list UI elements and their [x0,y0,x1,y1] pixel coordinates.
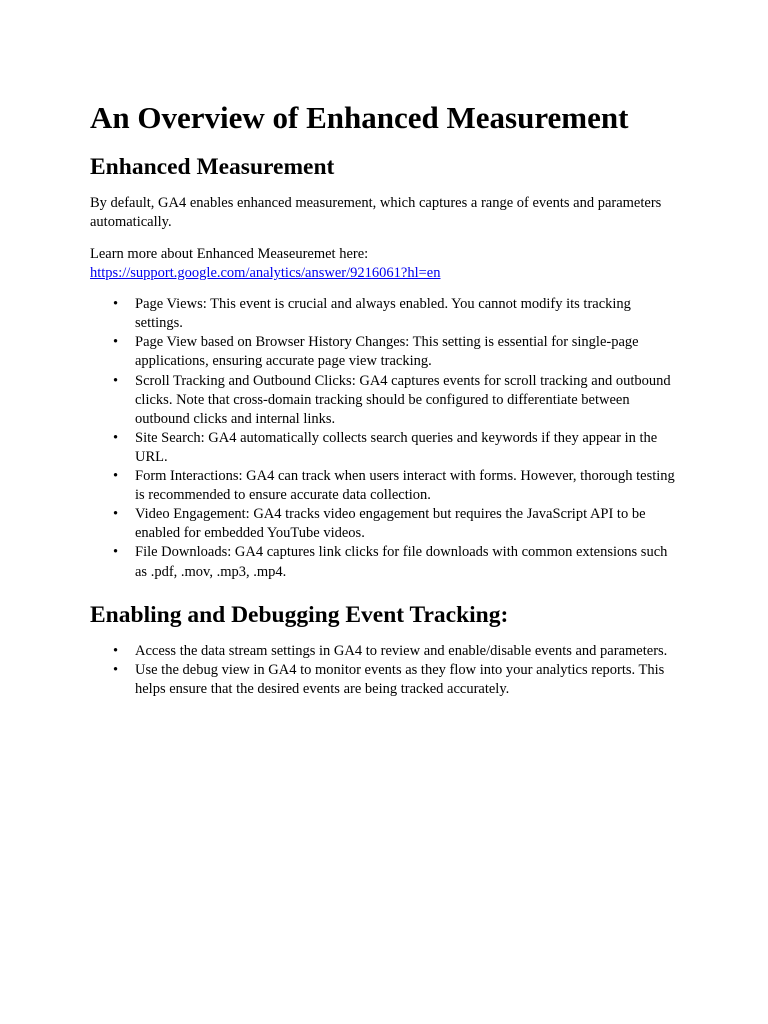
list-item [113,295,680,333]
bullet-icon: • [113,506,119,523]
learn-more-text: Learn more about Enhanced Measeuremet here: [90,245,369,262]
bullet-icon: • [113,334,119,351]
list-item [113,429,680,467]
bullet-icon: • [113,296,119,313]
learn-more-paragraph [90,245,680,284]
page-title: An Overview of Enhanced Measurement [90,100,629,135]
bullet-icon: • [113,429,119,446]
debugging-list [90,642,680,699]
list-item [113,661,680,699]
intro-paragraph: By default, GA4 enables enhanced measurement, which captures a range of events and parameters automatically. [90,195,662,231]
list-item-text: Page Views: This event is crucial and always enabled. You cannot modify its tracking settings. [135,296,631,332]
bullet-icon: • [113,544,119,561]
list-item [113,642,680,661]
bullet-icon: • [113,642,119,659]
bullet-icon: • [113,372,119,389]
list-item-text: Access the data stream settings in GA4 to review and enable/disable events and parameters. [135,642,668,659]
list-item-text: File Downloads: GA4 captures link clicks for file downloads with common extensions such as .pdf, .mov, .mp3, .mp4. [135,544,668,580]
list-item [113,333,680,371]
bullet-icon: • [113,468,119,485]
section-heading-debugging: Enabling and Debugging Event Tracking: [90,601,509,628]
list-item [113,372,680,429]
bullet-icon: • [113,661,119,678]
list-item [113,543,680,581]
list-item-text: Site Search: GA4 automatically collects search queries and keywords if they appear in the URL. [135,429,658,465]
list-item-text: Scroll Tracking and Outbound Clicks: GA4 captures events for scroll tracking and outbound clicks. Note that cross-domain tracking should be configured to differentiate between outbound clicks and internal links. [135,372,671,427]
list-item-text: Page View based on Browser History Changes: This setting is essential for single-page applications, ensuring accurate page view tracking. [135,334,639,370]
list-item [113,505,680,543]
list-item [113,467,680,505]
list-item-text: Video Engagement: GA4 tracks video engagement but requires the JavaScript API to be enabled for embedded YouTube videos. [135,506,646,542]
list-item-text: Form Interactions: GA4 can track when users interact with forms. However, thorough testing is recommended to ensure accurate data collection. [135,468,675,504]
section-heading-enhanced-measurement: Enhanced Measurement [90,154,335,180]
list-item-text: Use the debug view in GA4 to monitor events as they flow into your analytics reports. This helps ensure that the desired events are being tracked accurately. [135,661,665,697]
support-link[interactable]: https://support.google.com/analytics/answer/9216061?hl=en [90,264,441,281]
enhanced-measurement-list [90,295,680,581]
document-page [90,98,680,699]
